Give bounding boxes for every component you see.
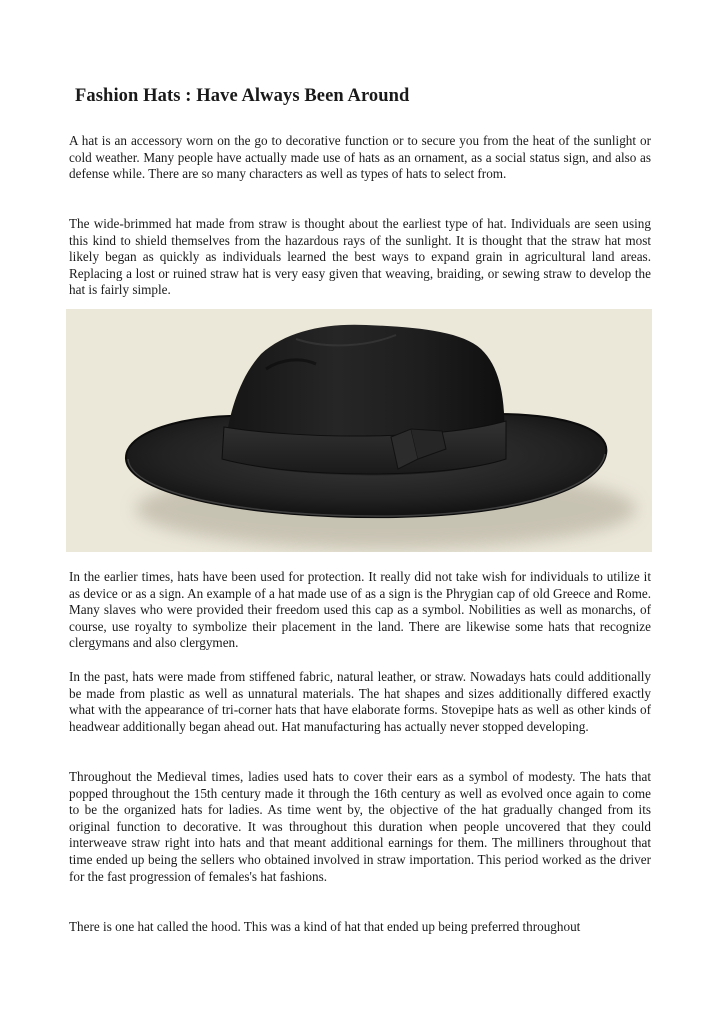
paragraph-3: In the earlier times, hats have been used for protection. It really did not take wish for individuals to utilize it as device or as a sign. An example of a hat made use of as a sign is the Phrygian cap of old Greece and Rome. Many slaves who were provided their freedom used this cap as a symbol. Nobilities as well as monarchs, of course, use royalty to symbolize their placement in the land. There are likewise some hats that recognize clergymans and also clergymen. [69, 569, 651, 651]
paragraph-1: A hat is an accessory worn on the go to decorative function or to secure you from the heat of the sunlight or cold weather. Many people have actually made use of hats as an ornament, as a social status sign, and also as defense while. There are so many characters as well as types of hats to select from. [69, 133, 651, 182]
paragraph-6: There is one hat called the hood. This was a kind of hat that ended up being preferred throughout [69, 919, 581, 934]
paragraph-5: Throughout the Medieval times, ladies used hats to cover their ears as a symbol of modesty. The hats that popped throughout the 15th century made it through the 16th century as well as evolved once again to come to be the organized hats for ladies. As time went by, the objective of the hat gradually changed from its original function to decorative. It was throughout this duration when people uncovered that they could interweave straw right into hats and that meant additional earnings for them. The milliners throughout that time ended up being the sellers who obtained involved in straw importation. This period worked as the driver for the fast progression of females's hat fashions. [69, 769, 651, 884]
fedora-hat-photo [66, 309, 652, 552]
paragraph-2: The wide-brimmed hat made from straw is thought about the earliest type of hat. Individuals are seen using this kind to shield themselves from the hazardous rays of the sunlight. It is thought that the straw hat most likely began as quickly as individuals learned the best ways to expand grain in agricultural land areas. Replacing a lost or ruined straw hat is very easy given that weaving, braiding, or sewing straw to develop the hat is fairly simple. [69, 216, 651, 298]
article-title: Fashion Hats : Have Always Been Around [75, 86, 410, 106]
paragraph-4: In the past, hats were made from stiffened fabric, natural leather, or straw. Nowadays hats could additionally be made from plastic as well as unnatural materials. The hat shapes and sizes additionally differed exactly what with the appearance of tri-corner hats that have elaborate forms. Stovepipe hats as well as other kinds of headwear additionally began ahead out. Hat manufacturing has actually never stopped developing. [69, 669, 651, 734]
hat-illustration [66, 309, 652, 552]
